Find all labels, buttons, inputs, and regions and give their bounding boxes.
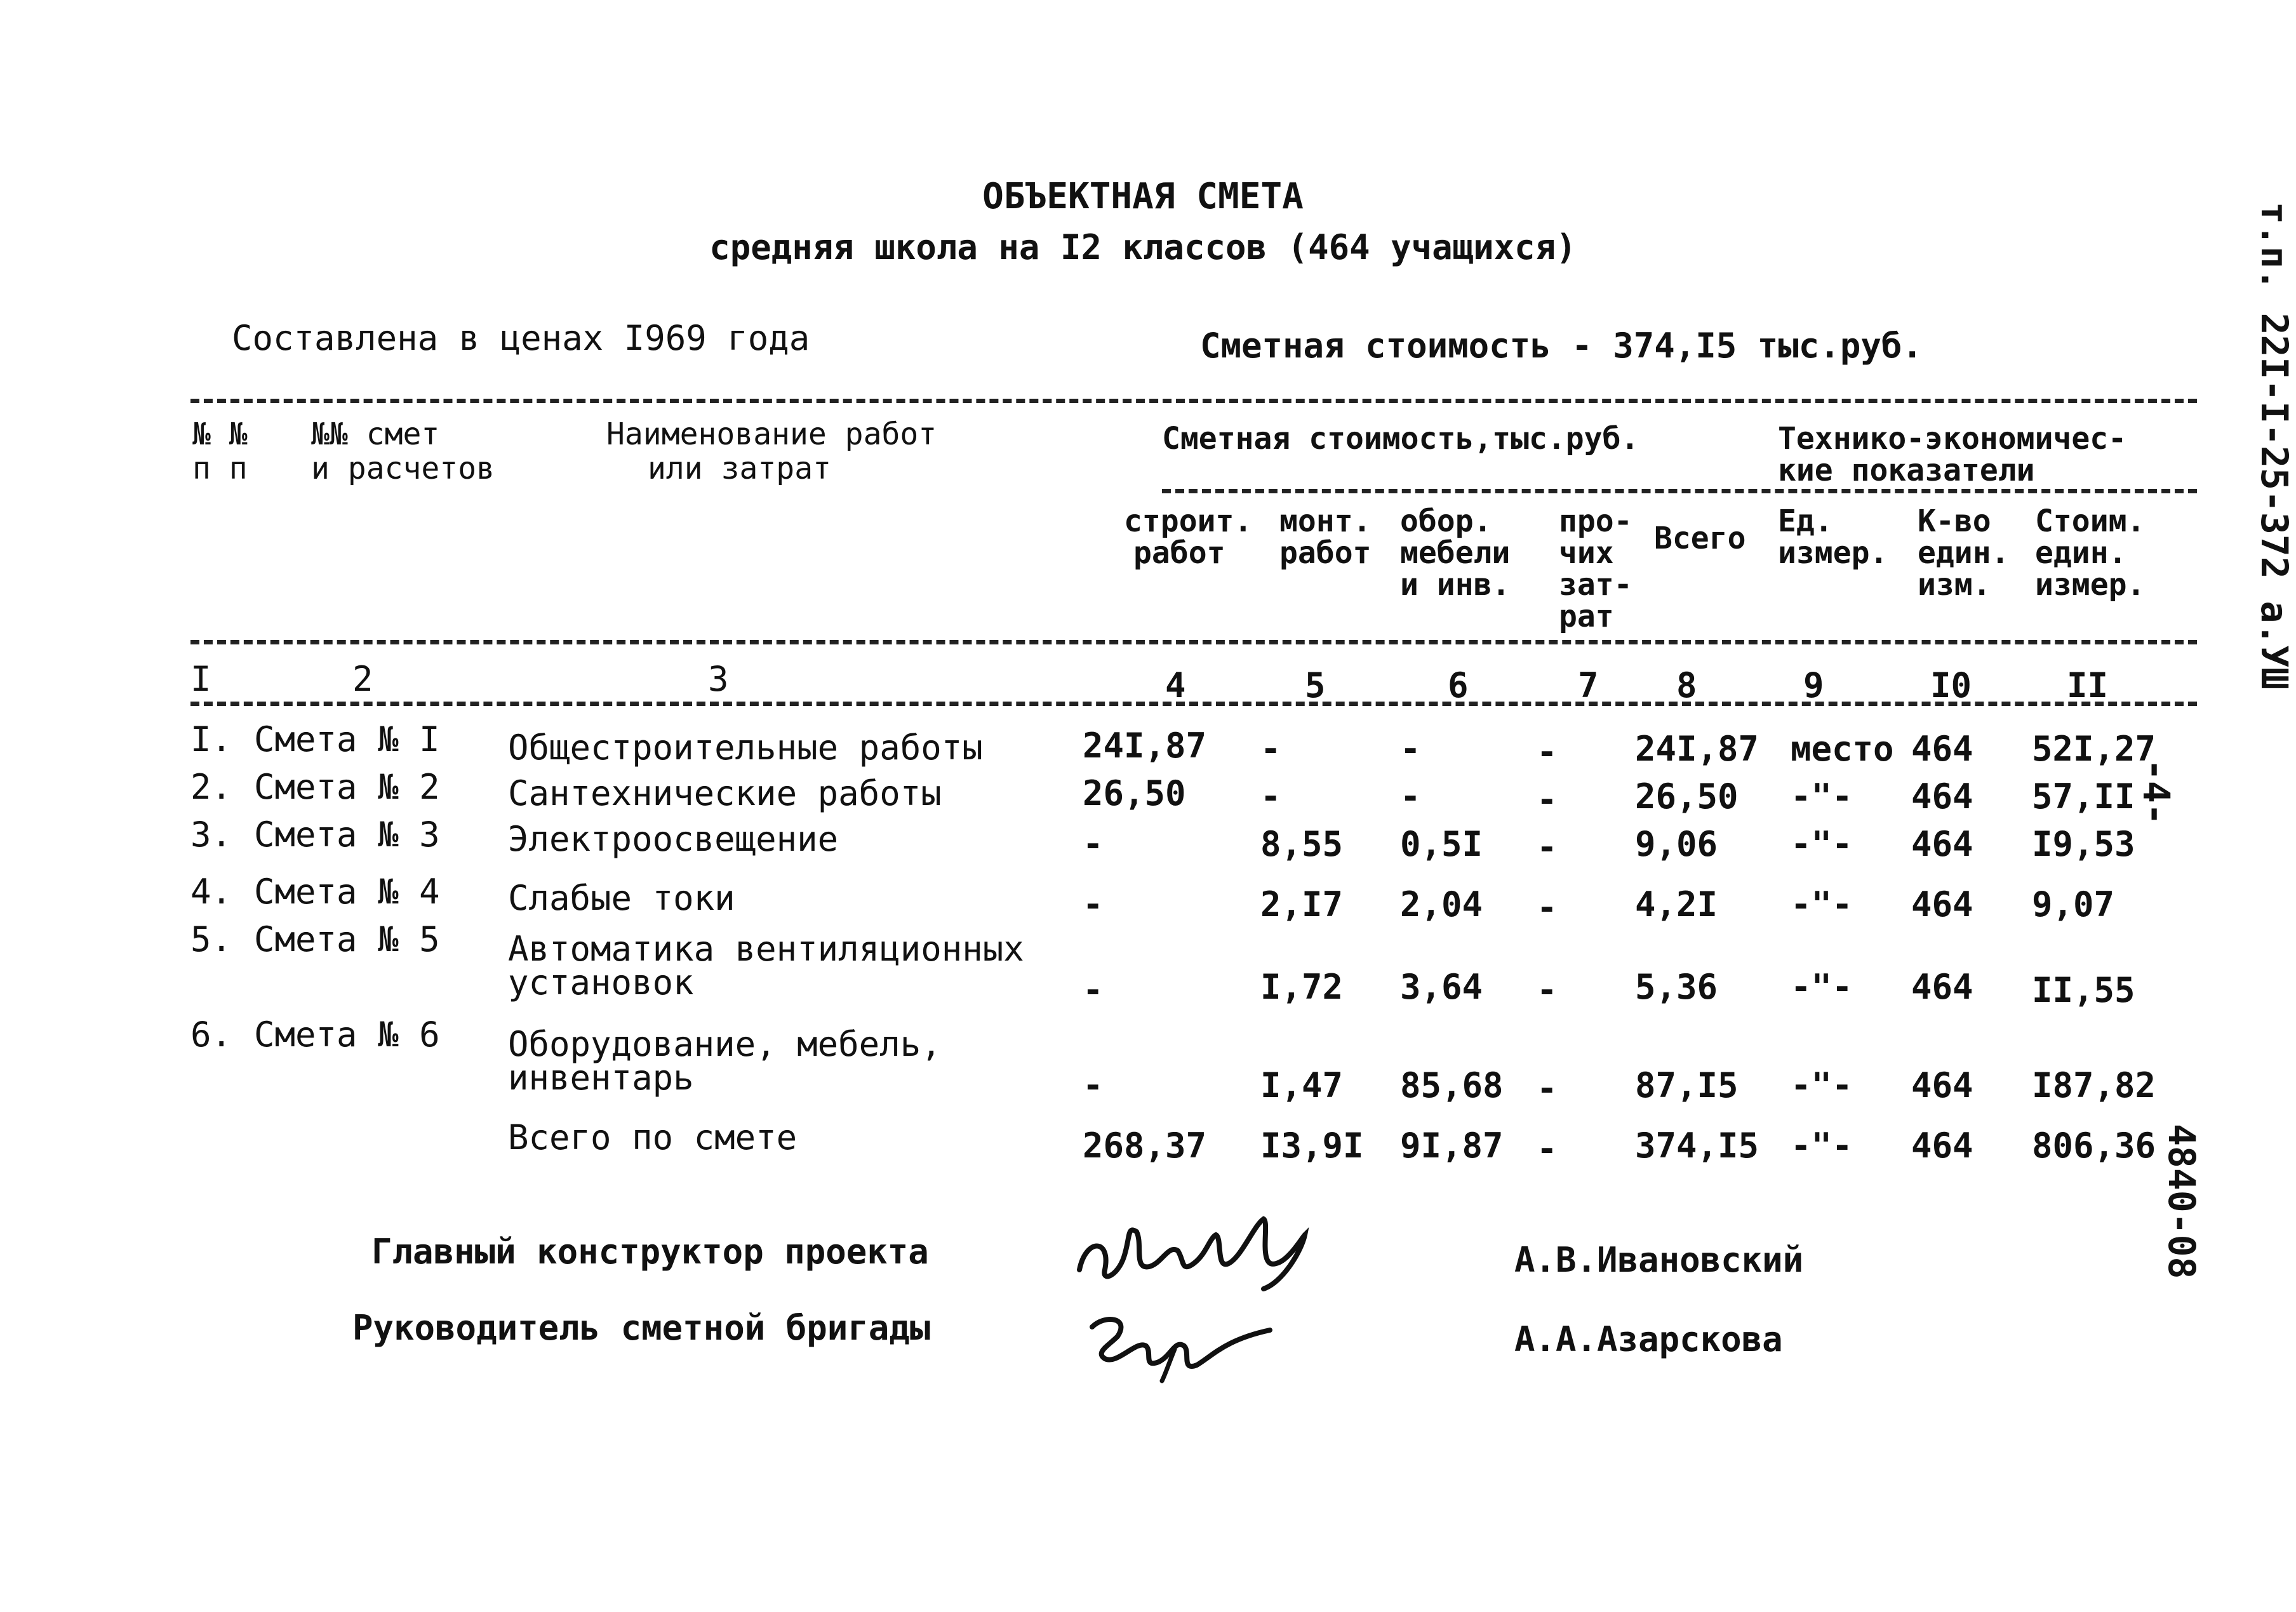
row-unit-cost: I9,53 — [2032, 824, 2135, 864]
header-unit-2: измер. — [1778, 535, 1888, 571]
row-installation: - — [1260, 776, 1281, 816]
header-unit-1: Ед. — [1778, 503, 1833, 539]
row-total: 26,50 — [1635, 776, 1739, 816]
price-basis: Составлена в ценах I969 года — [232, 318, 810, 358]
header-equipment-3: и инв. — [1400, 567, 1511, 603]
row-estimate: Смета № 6 — [254, 1015, 440, 1055]
row-equipment: 3,64 — [1400, 967, 1483, 1007]
row-num: 4. — [190, 872, 232, 912]
row-name: Оборудование, мебель, — [508, 1024, 942, 1064]
header-qty-2: един. — [1918, 535, 2010, 571]
row-total: 87,I5 — [1635, 1065, 1739, 1105]
row-total: 9,06 — [1635, 824, 1718, 864]
row-construction: - — [1083, 884, 1104, 924]
row-qty: 464 — [1911, 884, 1973, 924]
header-unit-cost-1: Стоим. — [2035, 503, 2146, 539]
row-num: 6. — [190, 1015, 232, 1055]
row-name: Общестроительные работы — [508, 728, 983, 768]
header-qty-3: изм. — [1918, 567, 1991, 603]
row-name: Автоматика вентиляционных — [508, 929, 1024, 969]
row-estimate: Смета № 2 — [254, 767, 440, 807]
row-estimate: Смета № 5 — [254, 919, 440, 959]
totals-installation: I3,9I — [1260, 1126, 1364, 1166]
handwritten-signature-2 — [1079, 1302, 1283, 1384]
header-construction-2: работ — [1133, 535, 1225, 571]
col-num-11: II — [2067, 665, 2109, 705]
col-num-1: I — [190, 659, 211, 699]
signature-name-1: А.В.Ивановский — [1514, 1240, 1804, 1280]
totals-label: Всего по смете — [508, 1117, 798, 1157]
header-cost-group: Сметная стоимость,тыс.руб. — [1162, 421, 1639, 456]
row-unit-cost: 9,07 — [2032, 884, 2115, 924]
header-other-2: чих — [1559, 535, 1614, 571]
header-estimates-1: №№ смет — [311, 416, 440, 452]
row-installation: - — [1260, 729, 1281, 769]
row-equipment: 85,68 — [1400, 1065, 1504, 1105]
header-num-2: п п — [192, 451, 248, 486]
header-construction-1: строит. — [1124, 503, 1253, 539]
row-unit-cost: 57,II — [2032, 776, 2135, 816]
row-construction: 24I,87 — [1083, 726, 1207, 766]
row-installation: I,72 — [1260, 967, 1344, 1007]
row-name-cont: установок — [508, 963, 694, 1003]
row-other: - — [1537, 780, 1558, 820]
document-subtitle: средняя школа на I2 классов (464 учащихся) — [709, 227, 1577, 267]
col-num-8: 8 — [1676, 665, 1697, 705]
row-name: Слабые токи — [508, 878, 735, 918]
row-installation: 2,I7 — [1260, 884, 1344, 924]
row-num: 3. — [190, 815, 232, 855]
row-qty: 464 — [1911, 729, 1973, 769]
document-title: ОБЪЕКТНАЯ СМЕТА — [982, 176, 1304, 217]
signature-name-2: А.А.Азарскова — [1514, 1319, 1783, 1359]
row-installation: I,47 — [1260, 1065, 1344, 1105]
row-qty: 464 — [1911, 824, 1973, 864]
header-total: Всего — [1654, 521, 1746, 556]
header-estimates-2: и расчетов — [311, 451, 495, 486]
row-estimate: Смета № 4 — [254, 872, 440, 912]
row-construction: - — [1083, 824, 1104, 864]
col-num-2: 2 — [352, 659, 373, 699]
row-name: Электроосвещение — [508, 819, 839, 859]
signature-role-2: Руководитель сметной бригады — [352, 1308, 931, 1348]
header-equipment-2: мебели — [1400, 535, 1511, 571]
header-installation-2: работ — [1279, 535, 1372, 571]
colnum-rule — [190, 702, 2197, 706]
archive-number: 4840-08 — [2160, 1124, 2203, 1279]
header-bottom-rule — [190, 640, 2197, 644]
row-unit: -"- — [1791, 967, 1853, 1007]
row-unit: -"- — [1791, 884, 1853, 924]
row-unit: место — [1791, 729, 1894, 769]
row-other: - — [1537, 827, 1558, 867]
col-num-10: I0 — [1930, 665, 1972, 705]
col-num-9: 9 — [1803, 665, 1824, 705]
row-construction: - — [1083, 1065, 1104, 1105]
signature-role-1: Главный конструктор проекта — [371, 1232, 929, 1272]
header-other-1: про- — [1559, 503, 1632, 539]
row-qty: 464 — [1911, 776, 1973, 816]
header-other-4: рат — [1559, 599, 1614, 634]
row-name-cont: инвентарь — [508, 1058, 694, 1098]
subheader-rule — [1162, 489, 2197, 493]
header-tech-group-1: Технико-экономичес- — [1778, 421, 2127, 456]
totals-unit: -"- — [1791, 1126, 1853, 1166]
row-estimate: Смета № I — [254, 719, 440, 759]
row-equipment: 2,04 — [1400, 884, 1483, 924]
row-unit-cost: II,55 — [2032, 970, 2135, 1010]
row-equipment: - — [1400, 729, 1421, 769]
table-top-rule — [190, 399, 2197, 403]
row-unit-cost: I87,82 — [2032, 1065, 2156, 1105]
row-name: Сантехнические работы — [508, 773, 942, 813]
totals-construction: 268,37 — [1083, 1126, 1207, 1166]
row-other: - — [1537, 970, 1558, 1010]
totals-unit-cost: 806,36 — [2032, 1126, 2156, 1166]
row-unit: -"- — [1791, 1065, 1853, 1105]
header-installation-1: монт. — [1279, 503, 1372, 539]
totals-qty: 464 — [1911, 1126, 1973, 1166]
row-num: 2. — [190, 767, 232, 807]
row-total: 5,36 — [1635, 967, 1718, 1007]
col-num-7: 7 — [1578, 665, 1599, 705]
header-name-2: или затрат — [648, 451, 831, 486]
header-unit-cost-3: измер. — [2035, 567, 2146, 603]
col-num-5: 5 — [1305, 665, 1326, 705]
row-num: 5. — [190, 919, 232, 959]
row-installation: 8,55 — [1260, 824, 1344, 864]
row-total: 24I,87 — [1635, 729, 1759, 769]
header-name-1: Наименование работ — [606, 416, 937, 452]
row-construction: 26,50 — [1083, 773, 1186, 813]
row-unit-cost: 52I,27 — [2032, 729, 2156, 769]
header-other-3: зат- — [1559, 567, 1632, 603]
row-equipment: - — [1400, 776, 1421, 816]
estimated-cost: Сметная стоимость - 374,I5 тыс.руб. — [1200, 326, 1923, 366]
header-equipment-1: обор. — [1400, 503, 1492, 539]
header-unit-cost-2: един. — [2035, 535, 2127, 571]
col-num-6: 6 — [1448, 665, 1469, 705]
row-qty: 464 — [1911, 1065, 1973, 1105]
col-num-4: 4 — [1165, 665, 1186, 705]
row-unit: -"- — [1791, 824, 1853, 864]
row-estimate: Смета № 3 — [254, 815, 440, 855]
row-num: I. — [190, 719, 232, 759]
header-qty-1: К-во — [1918, 503, 1991, 539]
header-tech-group-2: кие показатели — [1778, 453, 2035, 488]
row-construction: - — [1083, 970, 1104, 1010]
row-other: - — [1537, 888, 1558, 928]
col-num-3: 3 — [708, 659, 729, 699]
row-equipment: 0,5I — [1400, 824, 1483, 864]
header-num-1: № № — [192, 416, 248, 452]
totals-equipment: 9I,87 — [1400, 1126, 1504, 1166]
row-other: - — [1537, 732, 1558, 772]
side-code: т.п. 22I-I-25-372 а.УШ — [2253, 202, 2296, 690]
page-mark: -4- — [2135, 759, 2178, 825]
row-unit: -"- — [1791, 776, 1853, 816]
totals-other: - — [1537, 1129, 1558, 1169]
row-other: - — [1537, 1069, 1558, 1109]
totals-total: 374,I5 — [1635, 1126, 1759, 1166]
handwritten-signature-1 — [1073, 1200, 1327, 1295]
row-qty: 464 — [1911, 967, 1973, 1007]
row-total: 4,2I — [1635, 884, 1718, 924]
